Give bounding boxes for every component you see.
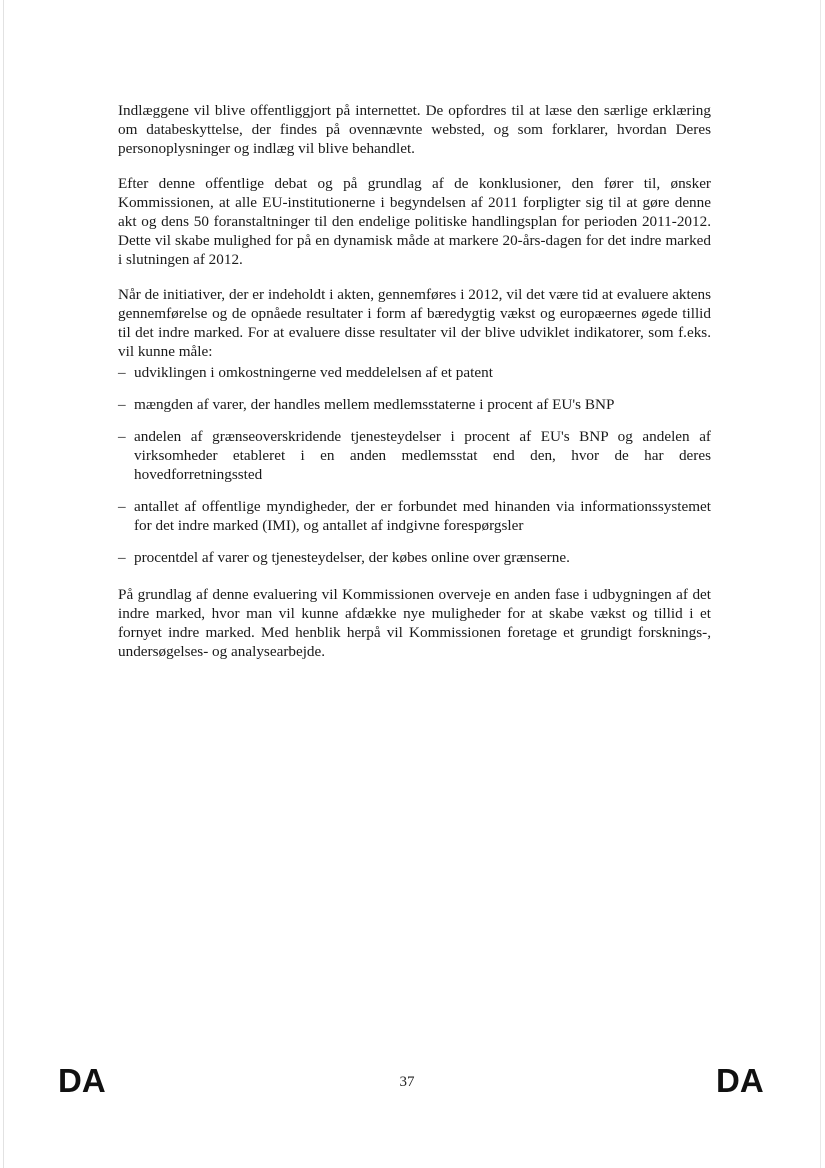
dash-bullet: – xyxy=(118,396,126,413)
list-item xyxy=(118,395,711,414)
dash-bullet: – xyxy=(118,428,126,445)
list-item-text: antallet af offentlige myndigheder, der er forbundet med hinanden via informationssystemet for det indre marked (IMI), og antallet af indgivne forespørgsler xyxy=(134,498,711,534)
document-body xyxy=(118,101,711,677)
language-code-left: DA xyxy=(58,1062,106,1099)
paragraph-evaluation-intro: Når de initiativer, der er indeholdt i akten, gennemføres i 2012, vil det være tid at evaluere aktens gennemførelse og de opnåede resultater i form af bæredygtig vækst og europæernes øgede tillid til det indre marked. For at evaluere disse resultater vil der blive udviklet indikatorer, som f.eks. vil kunne måle: xyxy=(118,286,711,360)
list-item xyxy=(118,427,711,484)
paragraph-next-phase: På grundlag af denne evaluering vil Kommissionen overveje en anden fase i udbygningen af det indre marked, hvor man vil kunne afdække nye muligheder for at skabe vækst og tillid i et fornyet indre marked. Med henblik herpå vil Kommissionen foretage et grundigt forsknings-, undersøgelses- og analysearbejde. xyxy=(118,586,711,660)
list-item-text: udviklingen i omkostningerne ved meddelelsen af et patent xyxy=(134,364,493,381)
scan-edge xyxy=(820,0,821,1168)
scan-edge xyxy=(3,0,4,1168)
paragraph-commission-action: Efter denne offentlige debat og på grundlag af de konklusioner, den fører til, ønsker Kommissionen, at alle EU-institutionerne i begyndelsen af 2011 forpligter sig til at gøre denne akt og dens 50 foranstaltninger til den endelige politiske handlingsplan for perioden 2011-2012. Dette vil skabe mulighed for på en dynamisk måde at markere 20-års-dagen for det indre marked i slutningen af 2012. xyxy=(118,175,711,268)
list-item-text: procentdel af varer og tjenesteydelser, der købes online over grænserne. xyxy=(134,549,570,566)
page-number: 37 xyxy=(399,1074,415,1090)
dash-bullet: – xyxy=(118,364,126,381)
language-code-right: DA xyxy=(716,1062,764,1099)
list-item xyxy=(118,363,711,382)
list-item-text: mængden af varer, der handles mellem medlemsstaterne i procent af EU's BNP xyxy=(134,396,615,413)
list-item-text: andelen af grænseoverskridende tjenesteydelser i procent af EU's BNP og andelen af virksomheder etableret i en anden medlemsstat end den, hvor de har deres hovedforretningssted xyxy=(134,428,711,483)
list-item xyxy=(118,497,711,535)
dash-bullet: – xyxy=(118,549,126,566)
dash-bullet: – xyxy=(118,498,126,515)
paragraph-data-protection: Indlæggene vil blive offentliggjort på internettet. De opfordres til at læse den særlige erklæring om databeskyttelse, der findes på ovennævnte websted, og som forklarer, hvordan Deres personoplysninger og indlæg vil blive behandlet. xyxy=(118,102,711,157)
indicator-list xyxy=(118,363,711,567)
list-item xyxy=(118,548,711,567)
